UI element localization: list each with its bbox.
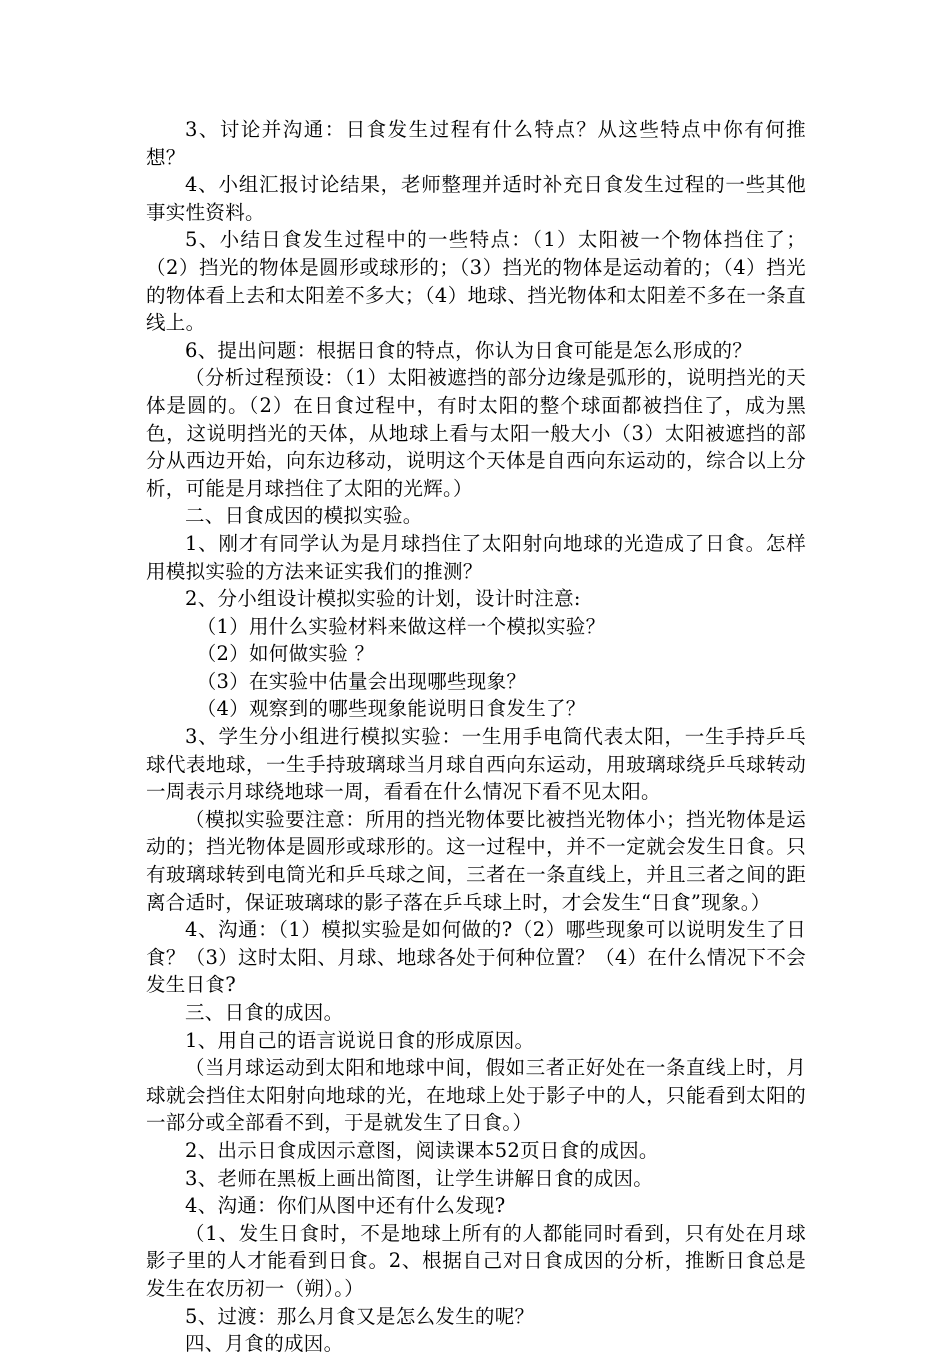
paragraph-sim-notes: （模拟实验要注意：所用的挡光物体要比被挡光物体小；挡光物体是运动的；挡光物体是圆形或球形的。这一过程中，并不一定就会发生日食。只有玻璃球转到电筒光和乒乓球之间，三者在一条直线上，并且三者之间的距离合适时，保证玻璃球的影子落在乒乓球上时，才会发生“日食”现象。）: [146, 807, 806, 914]
paragraph-sim-step-3: 3、学生分小组进行模拟实验：一生用手电筒代表太阳，一生手持乒乓球代表地球，一生手持玻璃球当月球自西向东运动，用玻璃球绕乒乓球转动一周表示月球绕地球一周，看看在什么情况下看不见太阳。: [146, 725, 806, 804]
paragraph-cause-step-2: 2、出示日食成因示意图，阅读课本52页日食的成因。: [185, 1138, 659, 1162]
list-item-method: （2）如何做实验 ？: [196, 642, 375, 666]
paragraph-cause-step-3: 3、老师在黑板上画出简图，让学生讲解日食的成因。: [185, 1166, 654, 1190]
section-heading-cause: 三、日食的成因。: [185, 1001, 344, 1024]
paragraph-step-5-summary: 5、小结日食发生过程中的一些特点：（1）太阳被一个物体挡住了；（2）挡光的物体是圆形或球形的；（3）挡光的物体是运动着的；（4）挡光的物体看上去和太阳差不多大；（4）地球、挡光物体和太阳差不多在一条直线上。: [146, 228, 806, 335]
paragraph-step-3-discuss: 3、讨论并沟通：日食发生过程有什么特点？从这些特点中你有何推想？: [146, 118, 806, 169]
list-item-phenomena: （3）在实验中估量会出现哪些现象？: [196, 669, 527, 693]
list-item-materials: （1）用什么实验材料来做这样一个模拟实验？: [196, 614, 606, 638]
paragraph-cause-step-5: 5、过渡：那么月食又是怎么发生的呢？: [185, 1304, 535, 1328]
section-heading-simulation: 二、日食成因的模拟实验。: [185, 504, 423, 528]
paragraph-cause-step-4: 4、沟通：你们从图中还有什么发现?: [185, 1194, 506, 1218]
paragraph-sim-step-2: 2、分小组设计模拟实验的计划，设计时注意:: [185, 587, 581, 611]
paragraph-cause-findings: （1、发生日食时，不是地球上所有的人都能同时看到，只有处在月球影子里的人才能看到日食。2、根据自己对日食成因的分析，推断日食总是发生在农历初一（朔）。）: [146, 1221, 806, 1300]
section-heading-lunar-eclipse: 四、月食的成因。: [185, 1332, 344, 1356]
paragraph-sim-step-1: 1、刚才有同学认为是月球挡住了太阳射向地球的光造成了日食。怎样用模拟实验的方法来证实我们的推测？: [146, 531, 806, 583]
paragraph-sim-step-4: 4、沟通：（1）模拟实验是如何做的?（2）哪些现象可以说明发生了日食？（3）这时太阳、月球、地球各处于何种位置？（4）在什么情况下不会发生日食?: [146, 918, 806, 997]
paragraph-step-6-question: 6、提出问题：根据日食的特点，你认为日食可能是怎么形成的？: [185, 338, 753, 362]
list-item-evidence: （4）观察到的哪些现象能说明日食发生了？: [196, 697, 586, 721]
paragraph-step-4-report: 4、小组汇报讨论结果，老师整理并适时补充日食发生过程的一些其他事实性资料。: [146, 173, 806, 224]
paragraph-analysis-preset: （分析过程预设：（1）太阳被遮挡的部分边缘是弧形的，说明挡光的天体是圆的。（2）在日食过程中，有时太阳的整个球面都被挡住了，成为黑色，这说明挡光的天体，从地球上看与太阳一般大小（3）太阳被遮挡的部分从西边开始，向东边移动，说明这个天体是自西向东运动的，综合以上分析，可能是月球挡住了太阳的光辉。）: [146, 366, 806, 500]
paragraph-cause-step-1: 1、用自己的语言说说日食的形成原因。: [185, 1028, 535, 1052]
paragraph-cause-explanation: （当月球运动到太阳和地球中间，假如三者正好处在一条直线上时，月球就会挡住太阳射向地球的光，在地球上处于影子中的人，只能看到太阳的一部分或全部看不到，于是就发生了日食。）: [146, 1056, 806, 1135]
document-page: [146, 116, 806, 1358]
